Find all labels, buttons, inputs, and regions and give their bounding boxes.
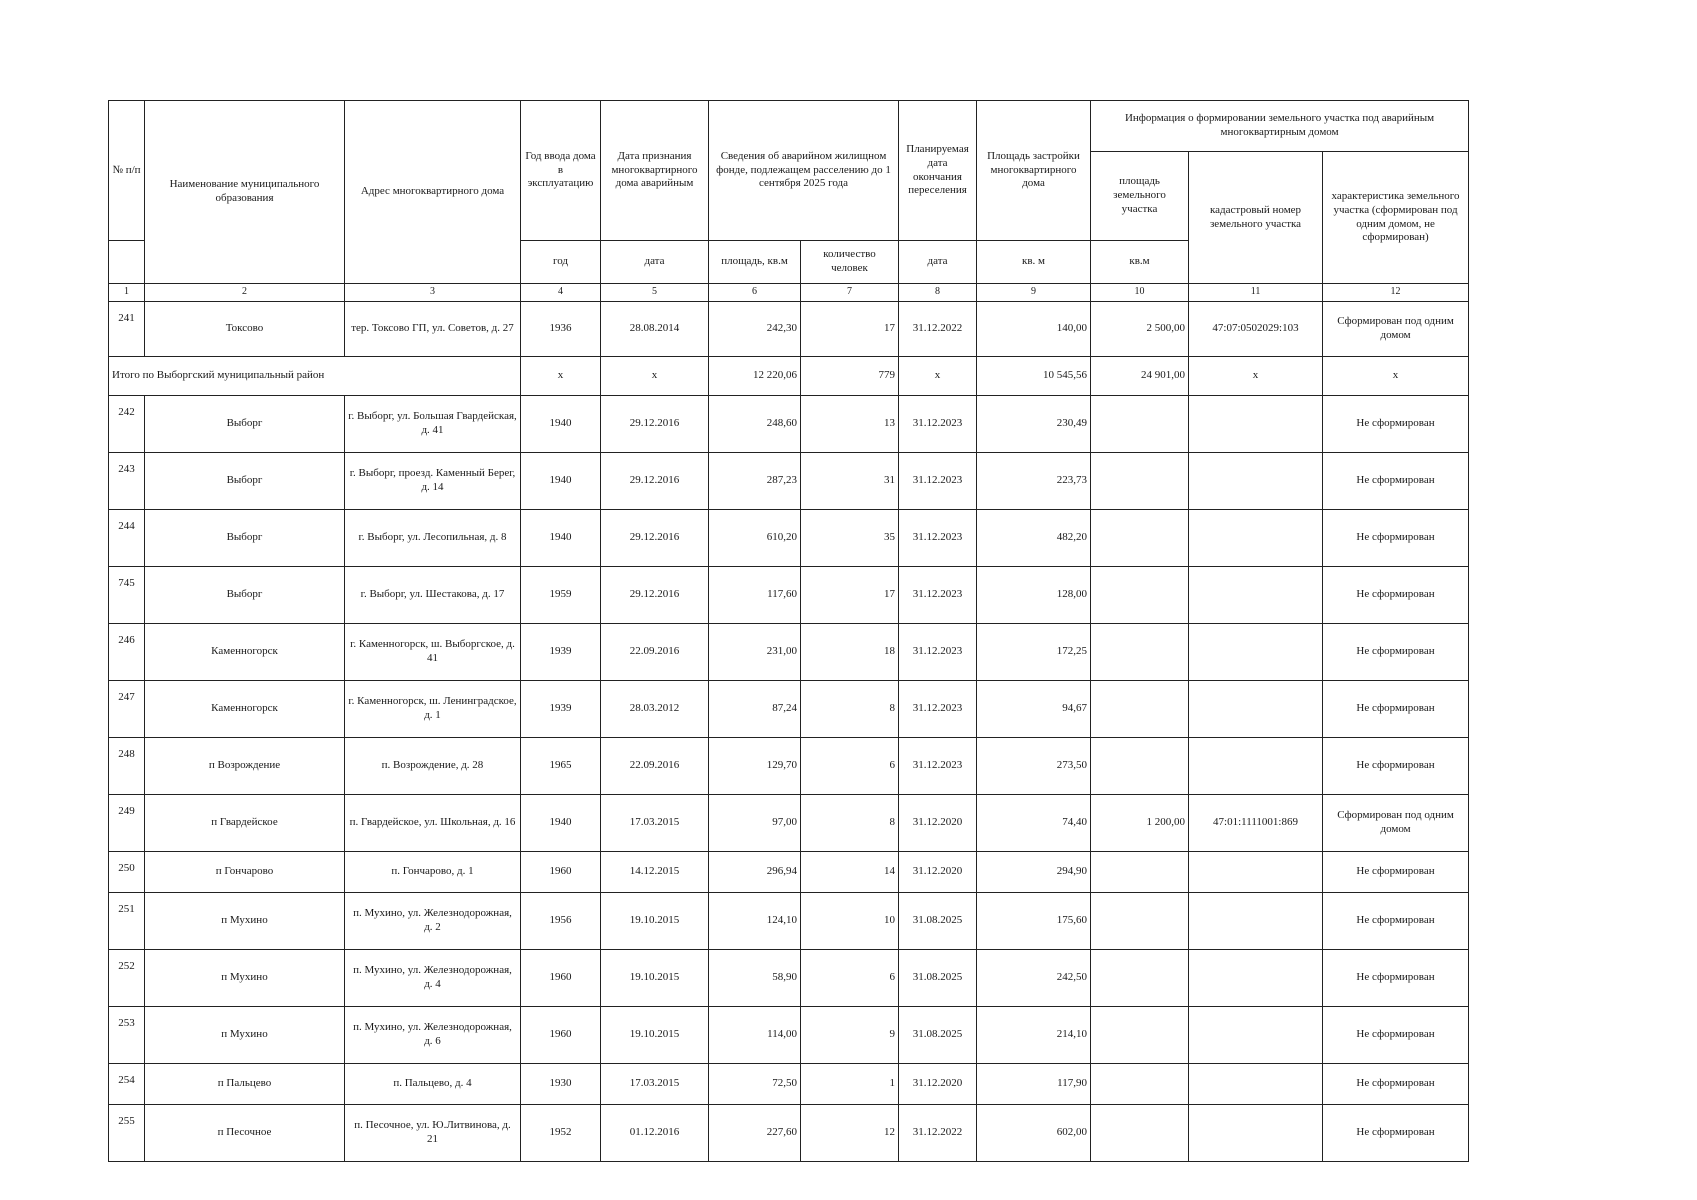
unit-area: площадь, кв.м xyxy=(709,241,801,284)
cell-municipality: Выборг xyxy=(145,566,345,623)
cell-address: п. Пальцево, д. 4 xyxy=(345,1063,521,1104)
table-row xyxy=(109,892,1469,949)
cell-date: 29.12.2016 xyxy=(601,452,709,509)
cell-plan-date: 31.12.2020 xyxy=(899,851,977,892)
cell-cadastral xyxy=(1189,680,1323,737)
cell-building-area: 230,49 xyxy=(977,395,1091,452)
cell-land-area xyxy=(1091,395,1189,452)
cell-building-area: 294,90 xyxy=(977,851,1091,892)
cell-year: 1952 xyxy=(521,1104,601,1161)
cell-num: 252 xyxy=(109,949,145,1006)
unit-people: количество человек xyxy=(801,241,899,284)
header-address: Адрес многоквартирного дома xyxy=(345,101,521,284)
cell-land-area xyxy=(1091,623,1189,680)
column-number: 5 xyxy=(601,284,709,302)
cell-land-char: Не сформирован xyxy=(1323,892,1469,949)
header-year: Год ввода дома в эксплуатацию xyxy=(521,101,601,241)
cell-land-char: Не сформирован xyxy=(1323,1006,1469,1063)
cell-num: 253 xyxy=(109,1006,145,1063)
cell-land-area xyxy=(1091,452,1189,509)
total-plan: x xyxy=(899,356,977,395)
cell-num: 243 xyxy=(109,452,145,509)
cell-address: г. Каменногорск, ш. Выборгское, д. 41 xyxy=(345,623,521,680)
total-row xyxy=(109,356,1469,395)
cell-year: 1940 xyxy=(521,509,601,566)
cell-year: 1939 xyxy=(521,623,601,680)
cell-area: 87,24 xyxy=(709,680,801,737)
cell-date: 28.03.2012 xyxy=(601,680,709,737)
cell-date: 17.03.2015 xyxy=(601,1063,709,1104)
cell-year: 1960 xyxy=(521,1006,601,1063)
cell-land-char: Не сформирован xyxy=(1323,623,1469,680)
cell-cadastral xyxy=(1189,452,1323,509)
cell-plan-date: 31.12.2022 xyxy=(899,1104,977,1161)
cell-area: 58,90 xyxy=(709,949,801,1006)
cell-year: 1940 xyxy=(521,395,601,452)
cell-cadastral xyxy=(1189,509,1323,566)
cell-area: 287,23 xyxy=(709,452,801,509)
column-number: 8 xyxy=(899,284,977,302)
cell-people: 18 xyxy=(801,623,899,680)
cell-num: 247 xyxy=(109,680,145,737)
cell-land-area xyxy=(1091,949,1189,1006)
cell-building-area: 74,40 xyxy=(977,794,1091,851)
table-row xyxy=(109,949,1469,1006)
cell-year: 1960 xyxy=(521,851,601,892)
cell-year: 1940 xyxy=(521,452,601,509)
cell-plan-date: 31.12.2023 xyxy=(899,395,977,452)
cell-cadastral xyxy=(1189,1006,1323,1063)
cell-plan-date: 31.12.2023 xyxy=(899,452,977,509)
cell-cadastral xyxy=(1189,623,1323,680)
column-number: 9 xyxy=(977,284,1091,302)
cell-land-char: Сформирован под одним домом xyxy=(1323,301,1469,356)
column-number: 2 xyxy=(145,284,345,302)
cell-municipality: п Пальцево xyxy=(145,1063,345,1104)
emergency-housing-table xyxy=(108,100,1469,1162)
table-row xyxy=(109,1006,1469,1063)
cell-cadastral xyxy=(1189,737,1323,794)
table-row xyxy=(109,301,1469,356)
cell-num: 248 xyxy=(109,737,145,794)
header-cadastral: кадастровый номер земельного участка xyxy=(1189,152,1323,284)
cell-people: 31 xyxy=(801,452,899,509)
cell-people: 6 xyxy=(801,737,899,794)
cell-cadastral xyxy=(1189,851,1323,892)
cell-address: г. Выборг, ул. Шестакова, д. 17 xyxy=(345,566,521,623)
cell-date: 17.03.2015 xyxy=(601,794,709,851)
cell-people: 12 xyxy=(801,1104,899,1161)
cell-land-char: Не сформирован xyxy=(1323,851,1469,892)
cell-address: п. Возрождение, д. 28 xyxy=(345,737,521,794)
cell-land-area xyxy=(1091,1104,1189,1161)
cell-land-char: Не сформирован xyxy=(1323,1104,1469,1161)
cell-area: 248,60 xyxy=(709,395,801,452)
cell-num: 255 xyxy=(109,1104,145,1161)
cell-plan-date: 31.12.2023 xyxy=(899,680,977,737)
cell-land-area xyxy=(1091,1006,1189,1063)
total-year: x xyxy=(521,356,601,395)
cell-land-char: Не сформирован xyxy=(1323,1063,1469,1104)
unit-date-plan: дата xyxy=(899,241,977,284)
unit-num-empty xyxy=(109,241,145,284)
column-number: 3 xyxy=(345,284,521,302)
cell-building-area: 214,10 xyxy=(977,1006,1091,1063)
cell-area: 117,60 xyxy=(709,566,801,623)
cell-area: 231,00 xyxy=(709,623,801,680)
cell-municipality: Выборг xyxy=(145,452,345,509)
cell-land-area xyxy=(1091,851,1189,892)
cell-people: 10 xyxy=(801,892,899,949)
cell-date: 19.10.2015 xyxy=(601,1006,709,1063)
total-land-area: 24 901,00 xyxy=(1091,356,1189,395)
document-sheet xyxy=(108,100,1469,1162)
column-number: 1 xyxy=(109,284,145,302)
cell-address: п. Мухино, ул. Железнодорожная, д. 4 xyxy=(345,949,521,1006)
cell-municipality: Выборг xyxy=(145,509,345,566)
cell-municipality: п Гвардейское xyxy=(145,794,345,851)
cell-building-area: 273,50 xyxy=(977,737,1091,794)
cell-people: 17 xyxy=(801,566,899,623)
cell-address: г. Выборг, ул. Большая Гвардейская, д. 41 xyxy=(345,395,521,452)
cell-municipality: Токсово xyxy=(145,301,345,356)
cell-area: 97,00 xyxy=(709,794,801,851)
cell-building-area: 242,50 xyxy=(977,949,1091,1006)
cell-building-area: 128,00 xyxy=(977,566,1091,623)
cell-plan-date: 31.12.2023 xyxy=(899,623,977,680)
cell-municipality: п Песочное xyxy=(145,1104,345,1161)
cell-num: 244 xyxy=(109,509,145,566)
cell-cadastral xyxy=(1189,949,1323,1006)
cell-municipality: Выборг xyxy=(145,395,345,452)
cell-num: 250 xyxy=(109,851,145,892)
cell-year: 1959 xyxy=(521,566,601,623)
cell-cadastral: 47:07:0502029:103 xyxy=(1189,301,1323,356)
cell-date: 29.12.2016 xyxy=(601,395,709,452)
column-number: 12 xyxy=(1323,284,1469,302)
cell-land-area xyxy=(1091,892,1189,949)
cell-municipality: Каменногорск xyxy=(145,623,345,680)
column-number: 7 xyxy=(801,284,899,302)
cell-cadastral xyxy=(1189,395,1323,452)
cell-building-area: 175,60 xyxy=(977,892,1091,949)
cell-building-area: 140,00 xyxy=(977,301,1091,356)
cell-municipality: п Возрождение xyxy=(145,737,345,794)
cell-year: 1936 xyxy=(521,301,601,356)
cell-cadastral xyxy=(1189,892,1323,949)
header-date-recognized: Дата признания многоквартирного дома аварийным xyxy=(601,101,709,241)
cell-land-char: Сформирован под одним домом xyxy=(1323,794,1469,851)
cell-land-area: 2 500,00 xyxy=(1091,301,1189,356)
cell-people: 13 xyxy=(801,395,899,452)
cell-date: 14.12.2015 xyxy=(601,851,709,892)
table-row xyxy=(109,1063,1469,1104)
cell-num: 246 xyxy=(109,623,145,680)
cell-plan-date: 31.12.2023 xyxy=(899,737,977,794)
cell-year: 1960 xyxy=(521,949,601,1006)
table-row xyxy=(109,680,1469,737)
cell-year: 1940 xyxy=(521,794,601,851)
cell-land-area xyxy=(1091,680,1189,737)
header-municipality: Наименование муниципального образования xyxy=(145,101,345,284)
cell-date: 19.10.2015 xyxy=(601,949,709,1006)
cell-people: 35 xyxy=(801,509,899,566)
total-land-char: x xyxy=(1323,356,1469,395)
cell-municipality: п Мухино xyxy=(145,892,345,949)
cell-address: г. Выборг, проезд. Каменный Берег, д. 14 xyxy=(345,452,521,509)
cell-municipality: п Мухино xyxy=(145,949,345,1006)
total-date: x xyxy=(601,356,709,395)
cell-address: п. Мухино, ул. Железнодорожная, д. 2 xyxy=(345,892,521,949)
cell-plan-date: 31.08.2025 xyxy=(899,892,977,949)
unit-sqm: кв. м xyxy=(977,241,1091,284)
table-row xyxy=(109,737,1469,794)
header-land-info: Информация о формировании земельного участка под аварийным многоквартирным домом xyxy=(1091,101,1469,152)
column-number-row xyxy=(109,284,1469,302)
cell-year: 1965 xyxy=(521,737,601,794)
column-number: 6 xyxy=(709,284,801,302)
cell-num: 241 xyxy=(109,301,145,356)
cell-num: 249 xyxy=(109,794,145,851)
cell-people: 8 xyxy=(801,794,899,851)
table-row xyxy=(109,623,1469,680)
cell-year: 1939 xyxy=(521,680,601,737)
cell-municipality: п Гончарово xyxy=(145,851,345,892)
cell-area: 242,30 xyxy=(709,301,801,356)
cell-cadastral xyxy=(1189,1104,1323,1161)
cell-plan-date: 31.12.2023 xyxy=(899,566,977,623)
cell-date: 01.12.2016 xyxy=(601,1104,709,1161)
unit-sqm-land: кв.м xyxy=(1091,241,1189,284)
total-label: Итого по Выборгский муниципальный район xyxy=(109,356,521,395)
cell-date: 22.09.2016 xyxy=(601,737,709,794)
cell-land-area xyxy=(1091,737,1189,794)
cell-land-char: Не сформирован xyxy=(1323,452,1469,509)
total-cadastral: x xyxy=(1189,356,1323,395)
cell-date: 29.12.2016 xyxy=(601,566,709,623)
cell-building-area: 172,25 xyxy=(977,623,1091,680)
cell-land-area: 1 200,00 xyxy=(1091,794,1189,851)
cell-people: 9 xyxy=(801,1006,899,1063)
cell-area: 227,60 xyxy=(709,1104,801,1161)
header-row-1 xyxy=(109,101,1469,152)
cell-address: тер. Токсово ГП, ул. Советов, д. 27 xyxy=(345,301,521,356)
cell-address: г. Каменногорск, ш. Ленинградское, д. 1 xyxy=(345,680,521,737)
cell-area: 610,20 xyxy=(709,509,801,566)
cell-date: 28.08.2014 xyxy=(601,301,709,356)
cell-land-char: Не сформирован xyxy=(1323,680,1469,737)
cell-num: 242 xyxy=(109,395,145,452)
cell-people: 17 xyxy=(801,301,899,356)
cell-land-char: Не сформирован xyxy=(1323,949,1469,1006)
cell-land-char: Не сформирован xyxy=(1323,737,1469,794)
cell-land-char: Не сформирован xyxy=(1323,509,1469,566)
cell-address: п. Мухино, ул. Железнодорожная, д. 6 xyxy=(345,1006,521,1063)
cell-municipality: п Мухино xyxy=(145,1006,345,1063)
cell-num: 251 xyxy=(109,892,145,949)
cell-date: 22.09.2016 xyxy=(601,623,709,680)
cell-num: 745 xyxy=(109,566,145,623)
table-row xyxy=(109,395,1469,452)
column-number: 10 xyxy=(1091,284,1189,302)
header-land-char: характеристика земельного участка (сформирован под одним домом, не сформирован) xyxy=(1323,152,1469,284)
cell-land-area xyxy=(1091,1063,1189,1104)
cell-year: 1930 xyxy=(521,1063,601,1104)
total-people: 779 xyxy=(801,356,899,395)
cell-area: 124,10 xyxy=(709,892,801,949)
table-row xyxy=(109,851,1469,892)
cell-municipality: Каменногорск xyxy=(145,680,345,737)
header-fund-info: Сведения об аварийном жилищном фонде, подлежащем расселению до 1 сентября 2025 года xyxy=(709,101,899,241)
cell-people: 1 xyxy=(801,1063,899,1104)
unit-date: дата xyxy=(601,241,709,284)
cell-area: 296,94 xyxy=(709,851,801,892)
column-number: 11 xyxy=(1189,284,1323,302)
header-planned-date: Планируемая дата окончания переселения xyxy=(899,101,977,241)
cell-area: 114,00 xyxy=(709,1006,801,1063)
cell-land-area xyxy=(1091,566,1189,623)
table-row xyxy=(109,1104,1469,1161)
total-building-area: 10 545,56 xyxy=(977,356,1091,395)
cell-address: п. Песочное, ул. Ю.Литвинова, д. 21 xyxy=(345,1104,521,1161)
cell-building-area: 602,00 xyxy=(977,1104,1091,1161)
cell-cadastral xyxy=(1189,566,1323,623)
cell-num: 254 xyxy=(109,1063,145,1104)
cell-plan-date: 31.08.2025 xyxy=(899,949,977,1006)
cell-address: п. Гончарово, д. 1 xyxy=(345,851,521,892)
cell-people: 14 xyxy=(801,851,899,892)
unit-year: год xyxy=(521,241,601,284)
cell-date: 29.12.2016 xyxy=(601,509,709,566)
cell-people: 8 xyxy=(801,680,899,737)
cell-plan-date: 31.08.2025 xyxy=(899,1006,977,1063)
cell-building-area: 94,67 xyxy=(977,680,1091,737)
cell-date: 19.10.2015 xyxy=(601,892,709,949)
cell-plan-date: 31.12.2022 xyxy=(899,301,977,356)
cell-year: 1956 xyxy=(521,892,601,949)
cell-cadastral: 47:01:1111001:869 xyxy=(1189,794,1323,851)
cell-address: г. Выборг, ул. Лесопильная, д. 8 xyxy=(345,509,521,566)
cell-plan-date: 31.12.2020 xyxy=(899,1063,977,1104)
table-row xyxy=(109,452,1469,509)
header-num: № п/п xyxy=(109,101,145,241)
table-row xyxy=(109,566,1469,623)
cell-plan-date: 31.12.2023 xyxy=(899,509,977,566)
cell-address: п. Гвардейское, ул. Школьная, д. 16 xyxy=(345,794,521,851)
cell-land-char: Не сформирован xyxy=(1323,395,1469,452)
table-row xyxy=(109,509,1469,566)
header-land-area: площадь земельного участка xyxy=(1091,152,1189,241)
header-building-area: Площадь застройки многоквартирного дома xyxy=(977,101,1091,241)
cell-building-area: 117,90 xyxy=(977,1063,1091,1104)
column-number: 4 xyxy=(521,284,601,302)
table-row xyxy=(109,794,1469,851)
cell-area: 129,70 xyxy=(709,737,801,794)
cell-plan-date: 31.12.2020 xyxy=(899,794,977,851)
cell-building-area: 223,73 xyxy=(977,452,1091,509)
cell-land-area xyxy=(1091,509,1189,566)
cell-building-area: 482,20 xyxy=(977,509,1091,566)
cell-land-char: Не сформирован xyxy=(1323,566,1469,623)
total-area: 12 220,06 xyxy=(709,356,801,395)
cell-cadastral xyxy=(1189,1063,1323,1104)
cell-people: 6 xyxy=(801,949,899,1006)
cell-area: 72,50 xyxy=(709,1063,801,1104)
